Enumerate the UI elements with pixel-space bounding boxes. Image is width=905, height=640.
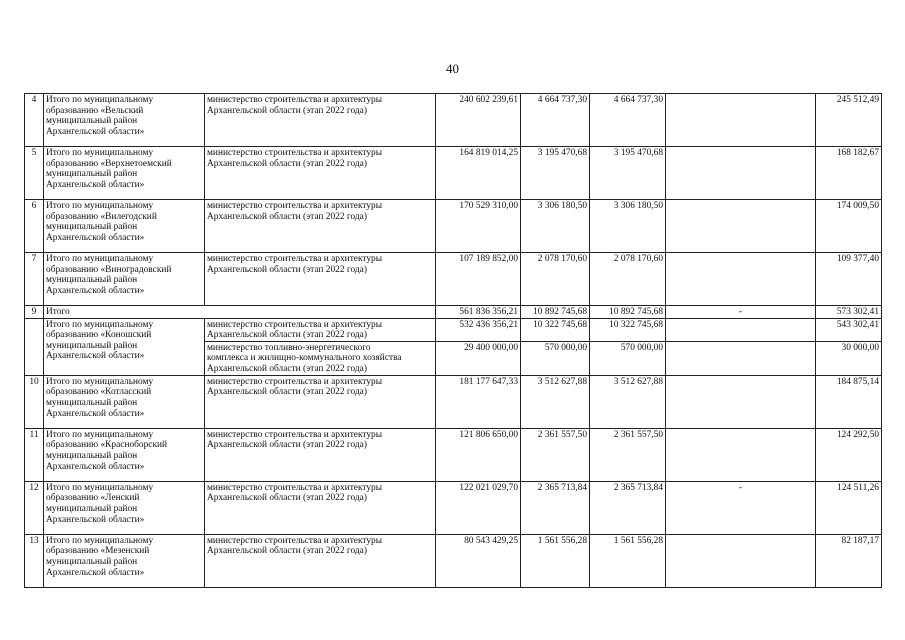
amount-other: [666, 318, 816, 341]
amount-local: 124 511,26: [816, 481, 882, 534]
amount-federal: 2 078 170,60: [521, 253, 590, 306]
amount-other: [666, 147, 816, 200]
amount-total: 121 806 650,00: [436, 428, 521, 481]
amount-local: 109 377,40: [816, 253, 882, 306]
amount-other: [666, 253, 816, 306]
municipality-name: Итого по муниципальному образованию «Коношский муниципальный район Архангельской области»: [44, 318, 205, 375]
row-number-empty: [25, 318, 44, 375]
amount-federal: 3 512 627,88: [521, 375, 590, 428]
ministry-name: министерство строительства и архитектуры Архангельской области (этап 2022 года): [205, 428, 436, 481]
municipality-name: Итого по муниципальному образованию «Верхнетоемский муниципальный район Архангельской области»: [44, 147, 205, 200]
amount-federal: 4 664 737,30: [521, 94, 590, 147]
amount-other: [666, 534, 816, 587]
table-row: [25, 481, 882, 534]
subsidy-table: [24, 93, 882, 588]
row-number: 7: [25, 253, 44, 306]
amount-local: 573 302,41: [816, 306, 882, 319]
amount-other: [666, 428, 816, 481]
amount-total: 170 529 310,00: [436, 200, 521, 253]
table-row: [25, 318, 882, 341]
ministry-name: министерство строительства и архитектуры Архангельской области (этап 2022 года): [205, 481, 436, 534]
municipality-name: Итого по муниципальному образованию «Вельский муниципальный район Архангельской области»: [44, 94, 205, 147]
municipality-name: Итого по муниципальному образованию «Котласский муниципальный район Архангельской области»: [44, 375, 205, 428]
amount-regional: 10 322 745,68: [590, 318, 666, 341]
amount-total: 181 177 647,33: [436, 375, 521, 428]
amount-other: -: [666, 481, 816, 534]
table-row: [25, 428, 882, 481]
amount-other: [666, 200, 816, 253]
amount-other: [666, 375, 816, 428]
amount-total: 122 021 029,70: [436, 481, 521, 534]
municipality-name: Итого по муниципальному образованию «Красноборский муниципальный район Архангельской области»: [44, 428, 205, 481]
row-number: 13: [25, 534, 44, 587]
amount-federal: 2 365 713,84: [521, 481, 590, 534]
row-number: 12: [25, 481, 44, 534]
ministry-name: министерство строительства и архитектуры Архангельской области (этап 2022 года): [205, 94, 436, 147]
table-row: [25, 534, 882, 587]
amount-local: 30 000,00: [816, 341, 882, 375]
ministry-name: министерство строительства и архитектуры Архангельской области (этап 2022 года): [205, 147, 436, 200]
amount-local: 184 875,14: [816, 375, 882, 428]
amount-regional: 2 078 170,60: [590, 253, 666, 306]
amount-federal: 2 361 557,50: [521, 428, 590, 481]
row-number: 5: [25, 147, 44, 200]
ministry-name: министерство строительства и архитектуры Архангельской области (этап 2022 года): [205, 200, 436, 253]
amount-local: 174 009,50: [816, 200, 882, 253]
amount-federal: 3 306 180,50: [521, 200, 590, 253]
amount-regional: 2 361 557,50: [590, 428, 666, 481]
amount-federal: 570 000,00: [521, 341, 590, 375]
amount-regional: 3 195 470,68: [590, 147, 666, 200]
amount-local: 82 187,17: [816, 534, 882, 587]
table-row: [25, 147, 882, 200]
row-number: 11: [25, 428, 44, 481]
page-number: 40: [446, 61, 459, 76]
amount-regional: 4 664 737,30: [590, 94, 666, 147]
row-number: 10: [25, 375, 44, 428]
amount-local: 245 512,49: [816, 94, 882, 147]
amount-total: 164 819 014,25: [436, 147, 521, 200]
amount-regional: 3 306 180,50: [590, 200, 666, 253]
amount-federal: 3 195 470,68: [521, 147, 590, 200]
amount-other: [666, 94, 816, 147]
amount-other: -: [666, 306, 816, 319]
municipality-name: Итого по муниципальному образованию «Вилегодский муниципальный район Архангельской области»: [44, 200, 205, 253]
municipality-name: Итого по муниципальному образованию «Ленский муниципальный район Архангельской области»: [44, 481, 205, 534]
amount-total: 532 436 356,21: [436, 318, 521, 341]
amount-total: 240 602 239,61: [436, 94, 521, 147]
row-number: 6: [25, 200, 44, 253]
amount-total: 107 189 852,00: [436, 253, 521, 306]
table-row: [25, 200, 882, 253]
amount-federal: 10 322 745,68: [521, 318, 590, 341]
amount-local: 543 302,41: [816, 318, 882, 341]
ministry-name: министерство строительства и архитектуры Архангельской области (этап 2022 года): [205, 318, 436, 341]
table-row: [25, 253, 882, 306]
amount-local: 168 182,67: [816, 147, 882, 200]
ministry-name: министерство строительства и архитектуры Архангельской области (этап 2022 года): [205, 534, 436, 587]
amount-other: [666, 341, 816, 375]
amount-regional: 570 000,00: [590, 341, 666, 375]
amount-regional: 10 892 745,68: [590, 306, 666, 319]
row-number: 4: [25, 94, 44, 147]
row-number: 9: [25, 306, 44, 319]
municipality-name: Итого по муниципальному образованию «Мезенский муниципальный район Архангельской области»: [44, 534, 205, 587]
amount-federal: 1 561 556,28: [521, 534, 590, 587]
amount-regional: 3 512 627,88: [590, 375, 666, 428]
table-row: [25, 375, 882, 428]
municipality-name: Итого по муниципальному образованию «Виноградовский муниципальный район Архангельской области»: [44, 253, 205, 306]
amount-total: 29 400 000,00: [436, 341, 521, 375]
table-row: [25, 94, 882, 147]
table-row-total: [25, 306, 882, 319]
total-label: Итого: [44, 306, 436, 319]
amount-regional: 2 365 713,84: [590, 481, 666, 534]
amount-total: 561 836 356,21: [436, 306, 521, 319]
ministry-name: министерство строительства и архитектуры Архангельской области (этап 2022 года): [205, 375, 436, 428]
ministry-name: министерство топливно-энергетического комплекса и жилищно-коммунального хозяйства Архангельской области (этап 2022 года): [205, 341, 436, 375]
amount-local: 124 292,50: [816, 428, 882, 481]
amount-regional: 1 561 556,28: [590, 534, 666, 587]
amount-federal: 10 892 745,68: [521, 306, 590, 319]
ministry-name: министерство строительства и архитектуры Архангельской области (этап 2022 года): [205, 253, 436, 306]
amount-total: 80 543 429,25: [436, 534, 521, 587]
